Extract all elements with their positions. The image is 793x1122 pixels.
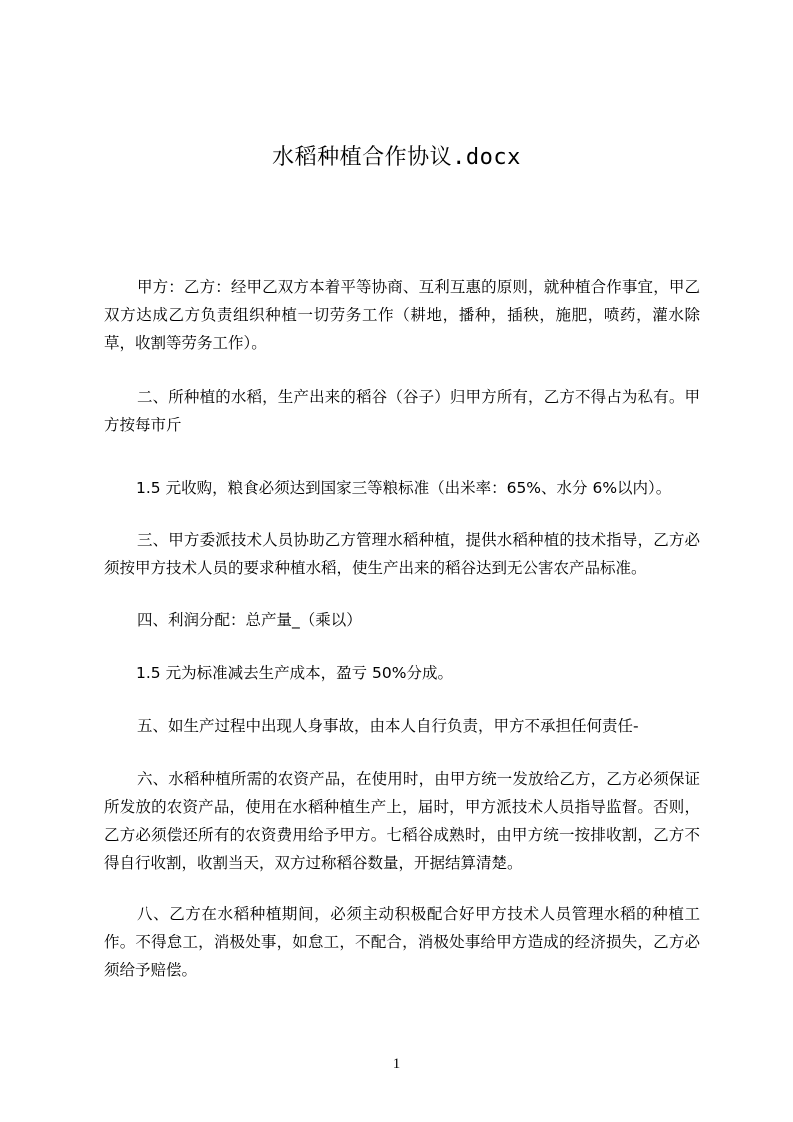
paragraph-intro: 甲方：乙方：经甲乙双方本着平等协商、互利互惠的原则，就种植合作事宜，甲乙双方达成乙方负责组织种植一切劳务工作（耕地，播种，插秧，施肥，喷药，灌水除草，收割等劳务工作）。 bbox=[104, 278, 700, 352]
paragraph-clause-2-continued: 1.5 元收购，粮食必须达到国家三等粮标准（出米率：65%、水分 6%以内）。 bbox=[136, 479, 672, 497]
paragraph-clause-4: 四、利润分配：总产量_（乘以） bbox=[137, 611, 362, 629]
paragraph-clause-4-continued: 1.5 元为标准减去生产成本，盈亏 50%分成。 bbox=[136, 664, 453, 682]
paragraph-clause-6-7: 六、水稻种植所需的农资产品，在使用时，由甲方统一发放给乙方，乙方必须保证所发放的农资产品，使用在水稻种植生产上，届时，甲方派技术人员指导监督。否则，乙方必须偿还所有的农资费用给予甲方。七稻谷成熟时，由甲方统一按排收割，乙方不得自行收割，收割当天，双方过称稻谷数量，开据结算清楚。 bbox=[104, 770, 700, 872]
paragraph-clause-8: 八、乙方在水稻种植期间，必须主动积极配合好甲方技术人员管理水稻的种植工作。不得怠工，消极处事，如怠工，不配合，消极处事给甲方造成的经济损失，乙方必须给予赔偿。 bbox=[104, 905, 700, 979]
paragraph-clause-3: 三、甲方委派技术人员协助乙方管理水稻种植，提供水稻种植的技术指导，乙方必须按甲方技术人员的要求种植水稻，使生产出来的稻谷达到无公害农产品标准。 bbox=[104, 531, 700, 577]
document-title: 水稻种植合作协议.docx bbox=[272, 145, 521, 170]
paragraph-clause-5: 五、如生产过程中出现人身事故，由本人自行负责，甲方不承担任何责任- bbox=[137, 717, 639, 735]
paragraph-clause-2: 二、所种植的水稻，生产出来的稻谷（谷子）归甲方所有，乙方不得占为私有。甲方按每市斤 bbox=[104, 388, 700, 434]
page-number: 1 bbox=[392, 1056, 401, 1072]
